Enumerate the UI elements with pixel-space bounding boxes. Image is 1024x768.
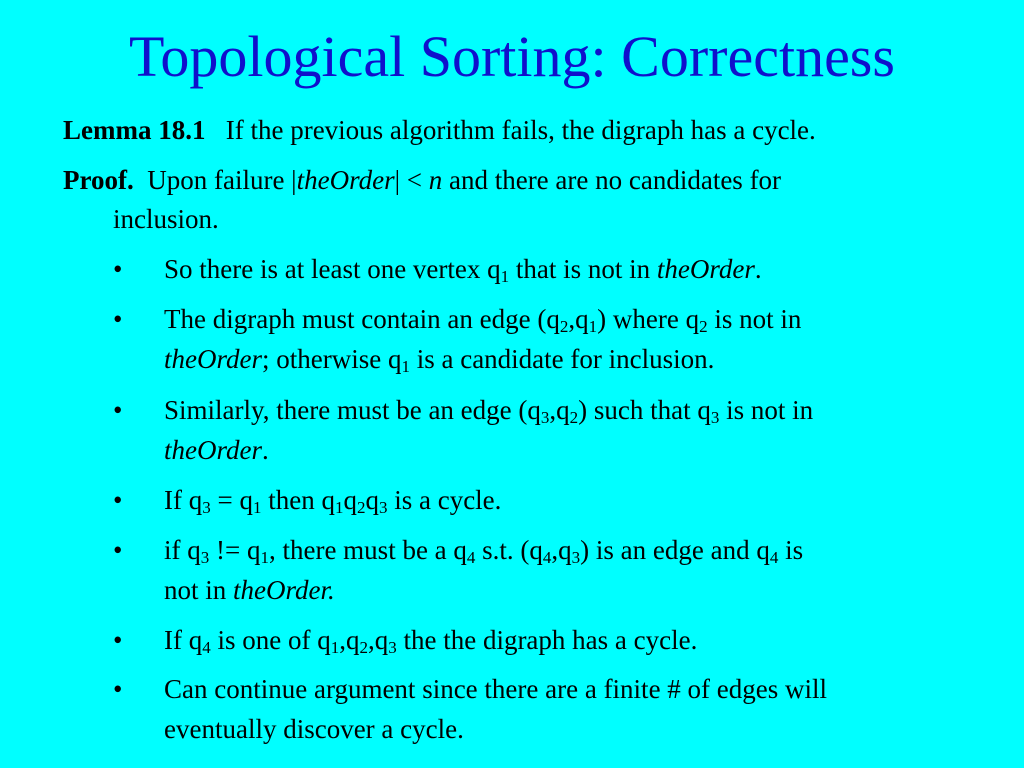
subscript: 1: [260, 548, 269, 567]
bullet-4-line-1: [164, 484, 501, 516]
bullet-marker: •: [113, 395, 123, 425]
text-run: If q: [164, 485, 203, 515]
text-run: is a candidate for inclusion.: [409, 344, 715, 374]
bullet-2-line-2: [164, 343, 714, 375]
subscript: 1: [588, 317, 598, 336]
bullet-marker: •: [113, 674, 123, 704]
text-run: not in: [164, 575, 234, 605]
subscript: 3: [710, 408, 720, 427]
bullet-5-line-1: [164, 534, 803, 566]
text-run: ) such that q: [578, 395, 711, 425]
subscript: 4: [466, 548, 476, 567]
proof-text-mid: | <: [394, 165, 429, 195]
lemma-label: Lemma 18.1: [63, 115, 206, 145]
text-run: , there must be a q: [268, 535, 467, 565]
text-run: s.t. (q: [475, 535, 543, 565]
text-run: is not in: [707, 304, 802, 334]
text-run: Similarly, there must be an edge (q: [164, 395, 541, 425]
proof-text-post: and there are no candidates for: [442, 165, 782, 195]
bullet-2-line-1: [164, 303, 801, 335]
text-run: is not in: [719, 395, 814, 425]
bullet-marker: •: [113, 485, 123, 515]
subscript: 3: [388, 638, 397, 657]
text-run: = q: [210, 485, 253, 515]
subscript: 2: [559, 317, 569, 336]
bullet-6-line-1: [164, 624, 697, 656]
proof-line-2: inclusion.: [113, 204, 219, 234]
subscript: 4: [202, 638, 211, 657]
text-run: is: [778, 535, 804, 565]
subscript: 4: [542, 548, 552, 567]
text-run: theOrder: [164, 344, 262, 374]
text-run: ) is an edge and q: [580, 535, 770, 565]
text-run: theOrder.: [233, 575, 335, 605]
subscript: 4: [769, 548, 779, 567]
subscript: 2: [699, 317, 708, 336]
bullet-7-line-2: [164, 713, 464, 745]
bullet-7-line-1: [164, 673, 827, 705]
text-run: q: [365, 485, 379, 515]
subscript: 3: [540, 408, 550, 427]
text-run: Can continue argument since there are a finite # of edges will: [164, 674, 828, 704]
subscript: 1: [252, 498, 262, 517]
bullet-3-line-2: [164, 434, 269, 466]
text-run: ) where q: [597, 304, 700, 334]
bullet-marker: •: [113, 304, 123, 334]
bullet-5-line-2: [164, 574, 335, 606]
text-run: if q: [164, 535, 201, 565]
text-run: is a cycle.: [387, 485, 502, 515]
subscript: 2: [356, 498, 366, 517]
lemma-text: If the previous algorithm fails, the digraph has a cycle.: [225, 115, 816, 145]
subscript: 3: [202, 498, 211, 517]
text-run: ,q: [549, 395, 570, 425]
text-run: is one of q: [210, 625, 331, 655]
text-run: .: [261, 435, 269, 465]
proof-label: Proof.: [63, 165, 134, 195]
subscript: 3: [378, 498, 388, 517]
subscript: 2: [569, 408, 579, 427]
slide-title: Topological Sorting: Correctness: [129, 24, 895, 89]
bullet-marker: •: [113, 535, 123, 565]
proof-text-italic-1: theOrder: [296, 165, 395, 195]
text-run: != q: [209, 535, 261, 565]
text-run: ,q: [367, 625, 389, 655]
bullet-3-line-1: [164, 394, 813, 426]
text-run: theOrder: [656, 254, 755, 284]
subscript: 1: [330, 638, 340, 657]
text-run: ,q: [339, 625, 360, 655]
subscript: 1: [500, 267, 510, 286]
subscript: 1: [334, 498, 344, 517]
subscript: 1: [401, 357, 410, 376]
text-run: q: [343, 485, 357, 515]
text-run: If q: [164, 625, 203, 655]
text-run: ,q: [568, 304, 589, 334]
text-run: .: [754, 254, 762, 284]
text-run: theOrder: [164, 435, 262, 465]
lemma-statement: [63, 114, 816, 146]
text-run: The digraph must contain an edge (q: [164, 304, 560, 334]
text-run: the the digraph has a cycle.: [396, 625, 698, 655]
text-run: ,q: [551, 535, 572, 565]
proof-text-italic-2: n: [428, 165, 443, 195]
text-run: that is not in: [509, 254, 657, 284]
proof-line-1: [63, 164, 781, 196]
subscript: 3: [200, 548, 210, 567]
proof-text-pre: Upon failure |: [147, 165, 297, 195]
text-run: So there is at least one vertex q: [164, 254, 501, 284]
subscript: 2: [359, 638, 368, 657]
bullet-marker: •: [113, 254, 123, 284]
text-run: eventually discover a cycle.: [164, 714, 464, 744]
bullet-1-line-1: [164, 253, 762, 285]
text-run: then q: [261, 485, 335, 515]
bullet-marker: •: [113, 625, 123, 655]
subscript: 3: [571, 548, 581, 567]
text-run: ; otherwise q: [261, 344, 402, 374]
